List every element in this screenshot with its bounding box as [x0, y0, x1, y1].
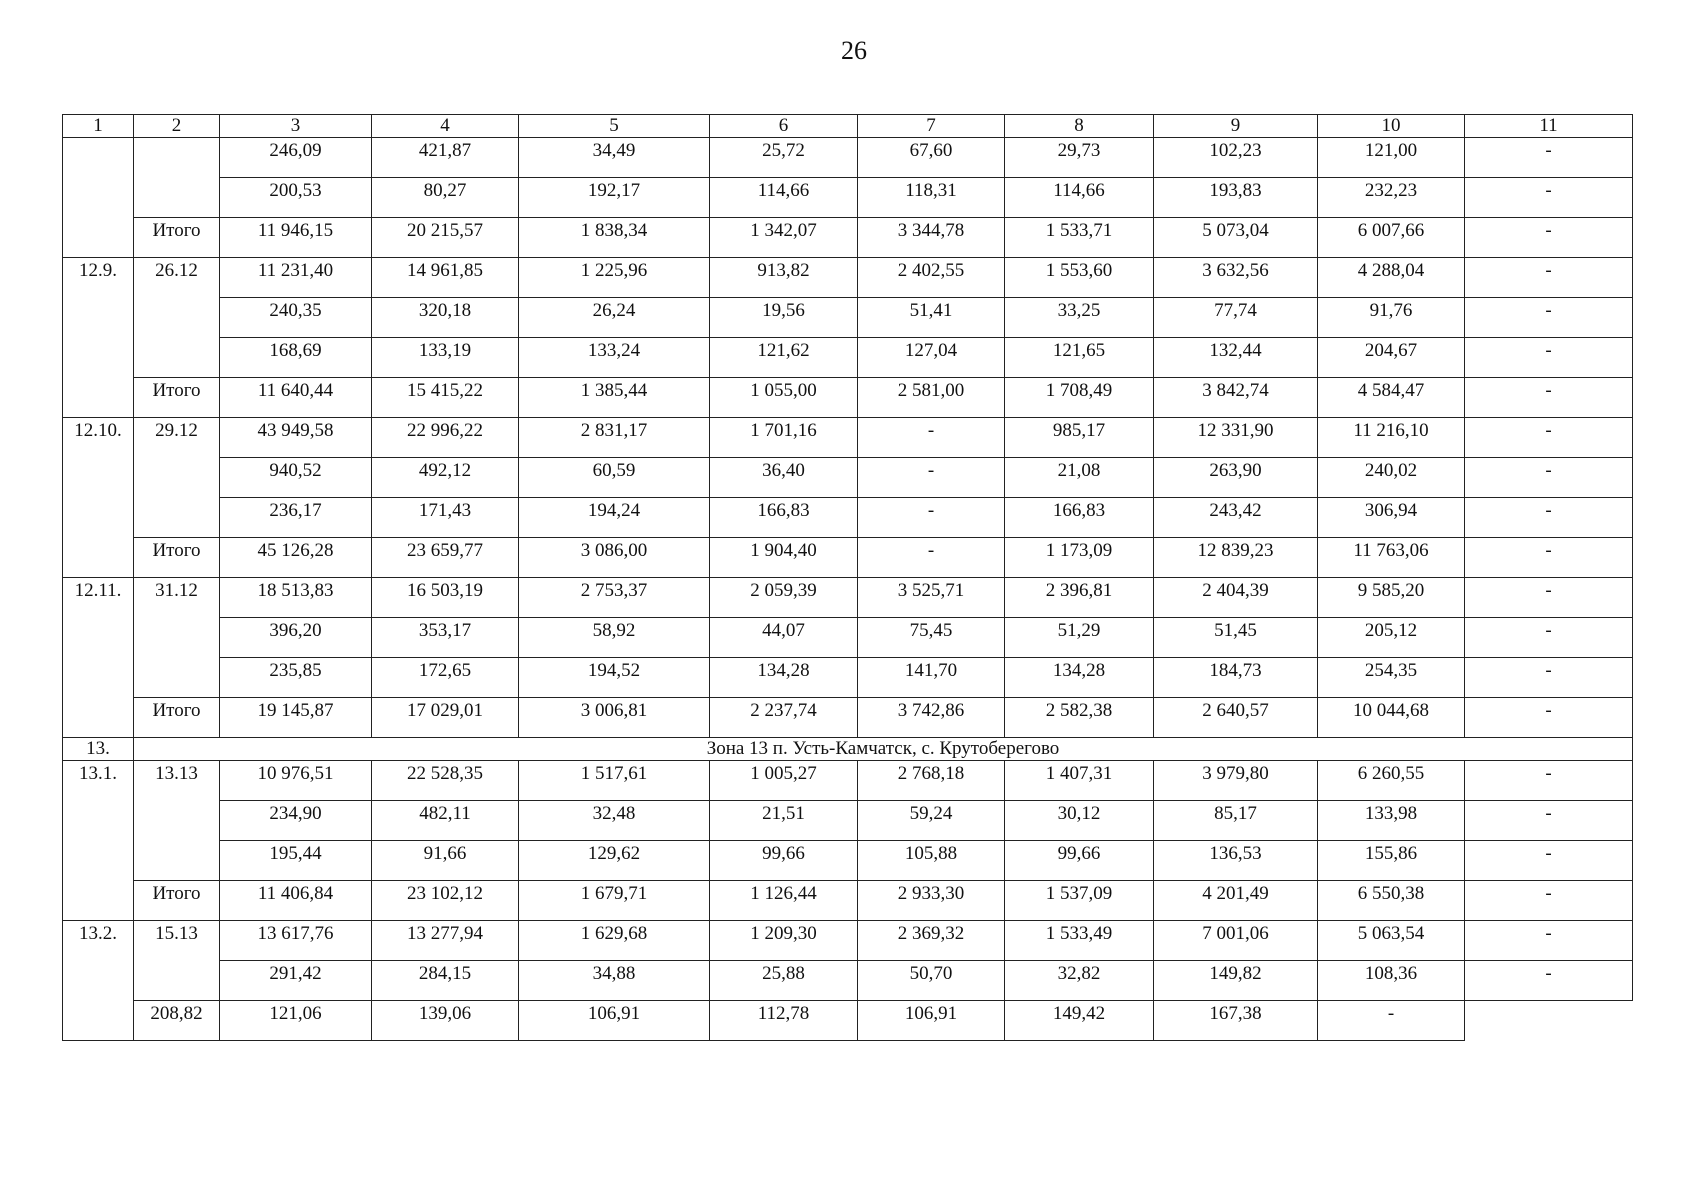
- value-cell: 33,25: [1005, 298, 1154, 338]
- value-cell: 106,91: [858, 1001, 1005, 1041]
- table-row: [63, 841, 1633, 881]
- value-cell: 236,17: [220, 498, 372, 538]
- row-number-cell: 13.1.: [63, 761, 134, 921]
- value-cell: -: [1318, 1001, 1465, 1041]
- value-cell: -: [1465, 618, 1633, 658]
- value-cell: 134,28: [1005, 658, 1154, 698]
- value-cell: 193,83: [1154, 178, 1318, 218]
- value-cell: 1 533,49: [1005, 921, 1154, 961]
- value-cell: 75,45: [858, 618, 1005, 658]
- total-label-cell: Итого: [134, 698, 220, 738]
- value-cell: -: [1465, 298, 1633, 338]
- value-cell: 13 277,94: [372, 921, 519, 961]
- value-cell: -: [1465, 458, 1633, 498]
- total-label-cell: Итого: [134, 881, 220, 921]
- value-cell: 134,28: [710, 658, 858, 698]
- value-cell: -: [1465, 761, 1633, 801]
- value-cell: 129,62: [519, 841, 710, 881]
- table-row: [63, 801, 1633, 841]
- value-cell: 91,66: [372, 841, 519, 881]
- value-cell: 1 342,07: [710, 218, 858, 258]
- data-table: [62, 114, 1633, 1041]
- value-cell: 1 553,60: [1005, 258, 1154, 298]
- value-cell: 208,82: [134, 1001, 220, 1041]
- table-row: [63, 418, 1633, 458]
- value-cell: 77,74: [1154, 298, 1318, 338]
- value-cell: 1 055,00: [710, 378, 858, 418]
- value-cell: 15 415,22: [372, 378, 519, 418]
- value-cell: 133,24: [519, 338, 710, 378]
- header-cell: 5: [519, 115, 710, 138]
- value-cell: 1 679,71: [519, 881, 710, 921]
- value-cell: 6 007,66: [1318, 218, 1465, 258]
- value-cell: 80,27: [372, 178, 519, 218]
- value-cell: 6 260,55: [1318, 761, 1465, 801]
- value-cell: 1 385,44: [519, 378, 710, 418]
- value-cell: 396,20: [220, 618, 372, 658]
- value-cell: -: [1465, 578, 1633, 618]
- value-cell: 2 933,30: [858, 881, 1005, 921]
- value-cell: 155,86: [1318, 841, 1465, 881]
- value-cell: 320,18: [372, 298, 519, 338]
- value-cell: 194,52: [519, 658, 710, 698]
- header-cell: 1: [63, 115, 134, 138]
- value-cell: 246,09: [220, 138, 372, 178]
- value-cell: 9 585,20: [1318, 578, 1465, 618]
- value-cell: 200,53: [220, 178, 372, 218]
- value-cell: -: [858, 538, 1005, 578]
- value-cell: 17 029,01: [372, 698, 519, 738]
- value-cell: 19 145,87: [220, 698, 372, 738]
- value-cell: 194,24: [519, 498, 710, 538]
- value-cell: 492,12: [372, 458, 519, 498]
- value-cell: 99,66: [710, 841, 858, 881]
- value-cell: -: [1465, 801, 1633, 841]
- value-cell: 1 209,30: [710, 921, 858, 961]
- table-row: [63, 178, 1633, 218]
- row-code-cell: 13.13: [134, 761, 220, 881]
- header-cell: 10: [1318, 115, 1465, 138]
- value-cell: 114,66: [1005, 178, 1154, 218]
- row-code-cell: 26.12: [134, 258, 220, 378]
- value-cell: 172,65: [372, 658, 519, 698]
- value-cell: 34,88: [519, 961, 710, 1001]
- value-cell: -: [1465, 881, 1633, 921]
- value-cell: 5 073,04: [1154, 218, 1318, 258]
- value-cell: 421,87: [372, 138, 519, 178]
- value-cell: 1 708,49: [1005, 378, 1154, 418]
- value-cell: 60,59: [519, 458, 710, 498]
- value-cell: 240,35: [220, 298, 372, 338]
- value-cell: 166,83: [710, 498, 858, 538]
- value-cell: 243,42: [1154, 498, 1318, 538]
- value-cell: 3 525,71: [858, 578, 1005, 618]
- value-cell: 205,12: [1318, 618, 1465, 658]
- row-number-cell: [63, 138, 134, 258]
- value-cell: 11 763,06: [1318, 538, 1465, 578]
- value-cell: 913,82: [710, 258, 858, 298]
- value-cell: 204,67: [1318, 338, 1465, 378]
- zone-number-cell: 13.: [63, 738, 134, 761]
- value-cell: 149,42: [1005, 1001, 1154, 1041]
- value-cell: 132,44: [1154, 338, 1318, 378]
- value-cell: 22 996,22: [372, 418, 519, 458]
- value-cell: 3 632,56: [1154, 258, 1318, 298]
- row-number-cell: 12.11.: [63, 578, 134, 738]
- value-cell: 2 768,18: [858, 761, 1005, 801]
- table-row: [63, 698, 1633, 738]
- value-cell: 136,53: [1154, 841, 1318, 881]
- value-cell: 2 753,37: [519, 578, 710, 618]
- value-cell: 2 402,55: [858, 258, 1005, 298]
- value-cell: -: [1465, 258, 1633, 298]
- value-cell: 192,17: [519, 178, 710, 218]
- value-cell: 3 742,86: [858, 698, 1005, 738]
- value-cell: 240,02: [1318, 458, 1465, 498]
- value-cell: -: [1465, 658, 1633, 698]
- page-number: 26: [841, 36, 867, 65]
- total-label-cell: Итого: [134, 538, 220, 578]
- value-cell: 167,38: [1154, 1001, 1318, 1041]
- value-cell: 1 904,40: [710, 538, 858, 578]
- value-cell: 234,90: [220, 801, 372, 841]
- table-row: [63, 538, 1633, 578]
- value-cell: 1 629,68: [519, 921, 710, 961]
- value-cell: 21,51: [710, 801, 858, 841]
- value-cell: 133,98: [1318, 801, 1465, 841]
- value-cell: 85,17: [1154, 801, 1318, 841]
- value-cell: 44,07: [710, 618, 858, 658]
- table-row: [63, 618, 1633, 658]
- value-cell: 43 949,58: [220, 418, 372, 458]
- value-cell: 11 946,15: [220, 218, 372, 258]
- value-cell: 127,04: [858, 338, 1005, 378]
- value-cell: 18 513,83: [220, 578, 372, 618]
- value-cell: 2 640,57: [1154, 698, 1318, 738]
- value-cell: 34,49: [519, 138, 710, 178]
- row-code-cell: 31.12: [134, 578, 220, 698]
- value-cell: 184,73: [1154, 658, 1318, 698]
- value-cell: 118,31: [858, 178, 1005, 218]
- value-cell: 3 842,74: [1154, 378, 1318, 418]
- value-cell: 121,00: [1318, 138, 1465, 178]
- header-row: [63, 115, 1633, 138]
- value-cell: -: [858, 418, 1005, 458]
- value-cell: -: [1465, 698, 1633, 738]
- value-cell: 353,17: [372, 618, 519, 658]
- value-cell: 10 976,51: [220, 761, 372, 801]
- value-cell: 4 584,47: [1318, 378, 1465, 418]
- value-cell: -: [1465, 841, 1633, 881]
- value-cell: 11 640,44: [220, 378, 372, 418]
- row-number-cell: 12.9.: [63, 258, 134, 418]
- value-cell: 67,60: [858, 138, 1005, 178]
- value-cell: 6 550,38: [1318, 881, 1465, 921]
- value-cell: 51,29: [1005, 618, 1154, 658]
- value-cell: 235,85: [220, 658, 372, 698]
- value-cell: 23 102,12: [372, 881, 519, 921]
- value-cell: 4 288,04: [1318, 258, 1465, 298]
- value-cell: 10 044,68: [1318, 698, 1465, 738]
- value-cell: 166,83: [1005, 498, 1154, 538]
- value-cell: 12 839,23: [1154, 538, 1318, 578]
- value-cell: 3 979,80: [1154, 761, 1318, 801]
- table-row: [63, 138, 1633, 178]
- table-row: [63, 298, 1633, 338]
- value-cell: 171,43: [372, 498, 519, 538]
- table-row: [63, 338, 1633, 378]
- value-cell: -: [1465, 961, 1633, 1001]
- value-cell: 3 344,78: [858, 218, 1005, 258]
- header-cell: 3: [220, 115, 372, 138]
- value-cell: 2 237,74: [710, 698, 858, 738]
- table-row: [63, 458, 1633, 498]
- value-cell: 36,40: [710, 458, 858, 498]
- value-cell: 2 581,00: [858, 378, 1005, 418]
- value-cell: 1 838,34: [519, 218, 710, 258]
- value-cell: 133,19: [372, 338, 519, 378]
- value-cell: 106,91: [519, 1001, 710, 1041]
- header-cell: 8: [1005, 115, 1154, 138]
- header-cell: 4: [372, 115, 519, 138]
- value-cell: 12 331,90: [1154, 418, 1318, 458]
- header-cell: 7: [858, 115, 1005, 138]
- value-cell: 121,65: [1005, 338, 1154, 378]
- value-cell: 32,48: [519, 801, 710, 841]
- table-row: [63, 378, 1633, 418]
- value-cell: 11 406,84: [220, 881, 372, 921]
- value-cell: 13 617,76: [220, 921, 372, 961]
- value-cell: -: [858, 498, 1005, 538]
- value-cell: 19,56: [710, 298, 858, 338]
- value-cell: 1 407,31: [1005, 761, 1154, 801]
- zone-row: [63, 738, 1633, 761]
- value-cell: 91,76: [1318, 298, 1465, 338]
- value-cell: 102,23: [1154, 138, 1318, 178]
- table-row: [63, 1001, 1633, 1041]
- value-cell: 2 396,81: [1005, 578, 1154, 618]
- value-cell: 51,41: [858, 298, 1005, 338]
- value-cell: 985,17: [1005, 418, 1154, 458]
- value-cell: 1 005,27: [710, 761, 858, 801]
- value-cell: 254,35: [1318, 658, 1465, 698]
- value-cell: 121,62: [710, 338, 858, 378]
- value-cell: 50,70: [858, 961, 1005, 1001]
- value-cell: -: [858, 458, 1005, 498]
- value-cell: 25,88: [710, 961, 858, 1001]
- value-cell: 149,82: [1154, 961, 1318, 1001]
- table-row: [63, 218, 1633, 258]
- value-cell: -: [1465, 498, 1633, 538]
- value-cell: 59,24: [858, 801, 1005, 841]
- value-cell: 2 404,39: [1154, 578, 1318, 618]
- value-cell: 99,66: [1005, 841, 1154, 881]
- value-cell: 32,82: [1005, 961, 1154, 1001]
- table-row: [63, 881, 1633, 921]
- value-cell: 5 063,54: [1318, 921, 1465, 961]
- table-row: [63, 961, 1633, 1001]
- value-cell: -: [1465, 138, 1633, 178]
- value-cell: -: [1465, 418, 1633, 458]
- value-cell: 1 173,09: [1005, 538, 1154, 578]
- header-cell: 9: [1154, 115, 1318, 138]
- value-cell: 2 582,38: [1005, 698, 1154, 738]
- table-row: [63, 761, 1633, 801]
- value-cell: 11 216,10: [1318, 418, 1465, 458]
- table-row: [63, 498, 1633, 538]
- value-cell: 26,24: [519, 298, 710, 338]
- value-cell: 306,94: [1318, 498, 1465, 538]
- value-cell: -: [1465, 218, 1633, 258]
- value-cell: 1 225,96: [519, 258, 710, 298]
- value-cell: 108,36: [1318, 961, 1465, 1001]
- value-cell: -: [1465, 378, 1633, 418]
- value-cell: 16 503,19: [372, 578, 519, 618]
- value-cell: 11 231,40: [220, 258, 372, 298]
- table-row: [63, 658, 1633, 698]
- value-cell: 58,92: [519, 618, 710, 658]
- value-cell: -: [1465, 338, 1633, 378]
- value-cell: 263,90: [1154, 458, 1318, 498]
- value-cell: 168,69: [220, 338, 372, 378]
- row-number-cell: 13.2.: [63, 921, 134, 1041]
- table-row: [63, 578, 1633, 618]
- value-cell: -: [1465, 921, 1633, 961]
- value-cell: 4 201,49: [1154, 881, 1318, 921]
- value-cell: 114,66: [710, 178, 858, 218]
- value-cell: 1 517,61: [519, 761, 710, 801]
- value-cell: 112,78: [710, 1001, 858, 1041]
- value-cell: 940,52: [220, 458, 372, 498]
- value-cell: 1 701,16: [710, 418, 858, 458]
- value-cell: 3 086,00: [519, 538, 710, 578]
- value-cell: 51,45: [1154, 618, 1318, 658]
- value-cell: 2 059,39: [710, 578, 858, 618]
- value-cell: 1 126,44: [710, 881, 858, 921]
- total-label-cell: Итого: [134, 218, 220, 258]
- value-cell: 20 215,57: [372, 218, 519, 258]
- row-number-cell: 12.10.: [63, 418, 134, 578]
- value-cell: 25,72: [710, 138, 858, 178]
- value-cell: 45 126,28: [220, 538, 372, 578]
- value-cell: 3 006,81: [519, 698, 710, 738]
- table-row: [63, 921, 1633, 961]
- header-cell: 11: [1465, 115, 1633, 138]
- value-cell: 29,73: [1005, 138, 1154, 178]
- row-code-cell: 15.13: [134, 921, 220, 1001]
- value-cell: -: [1465, 178, 1633, 218]
- value-cell: 22 528,35: [372, 761, 519, 801]
- value-cell: 139,06: [372, 1001, 519, 1041]
- value-cell: 1 537,09: [1005, 881, 1154, 921]
- value-cell: 30,12: [1005, 801, 1154, 841]
- value-cell: 14 961,85: [372, 258, 519, 298]
- header-cell: 2: [134, 115, 220, 138]
- value-cell: 284,15: [372, 961, 519, 1001]
- value-cell: 23 659,77: [372, 538, 519, 578]
- value-cell: 2 831,17: [519, 418, 710, 458]
- row-code-cell: 29.12: [134, 418, 220, 538]
- value-cell: 1 533,71: [1005, 218, 1154, 258]
- value-cell: 2 369,32: [858, 921, 1005, 961]
- value-cell: 482,11: [372, 801, 519, 841]
- value-cell: -: [1465, 538, 1633, 578]
- total-label-cell: Итого: [134, 378, 220, 418]
- table-row: [63, 258, 1633, 298]
- value-cell: 141,70: [858, 658, 1005, 698]
- value-cell: 195,44: [220, 841, 372, 881]
- header-cell: 6: [710, 115, 858, 138]
- value-cell: 21,08: [1005, 458, 1154, 498]
- zone-title-cell: Зона 13 п. Усть-Камчатск, с. Крутоберегово: [134, 738, 1633, 761]
- value-cell: 121,06: [220, 1001, 372, 1041]
- value-cell: 7 001,06: [1154, 921, 1318, 961]
- row-code-cell: [134, 138, 220, 218]
- value-cell: 232,23: [1318, 178, 1465, 218]
- value-cell: 291,42: [220, 961, 372, 1001]
- value-cell: 105,88: [858, 841, 1005, 881]
